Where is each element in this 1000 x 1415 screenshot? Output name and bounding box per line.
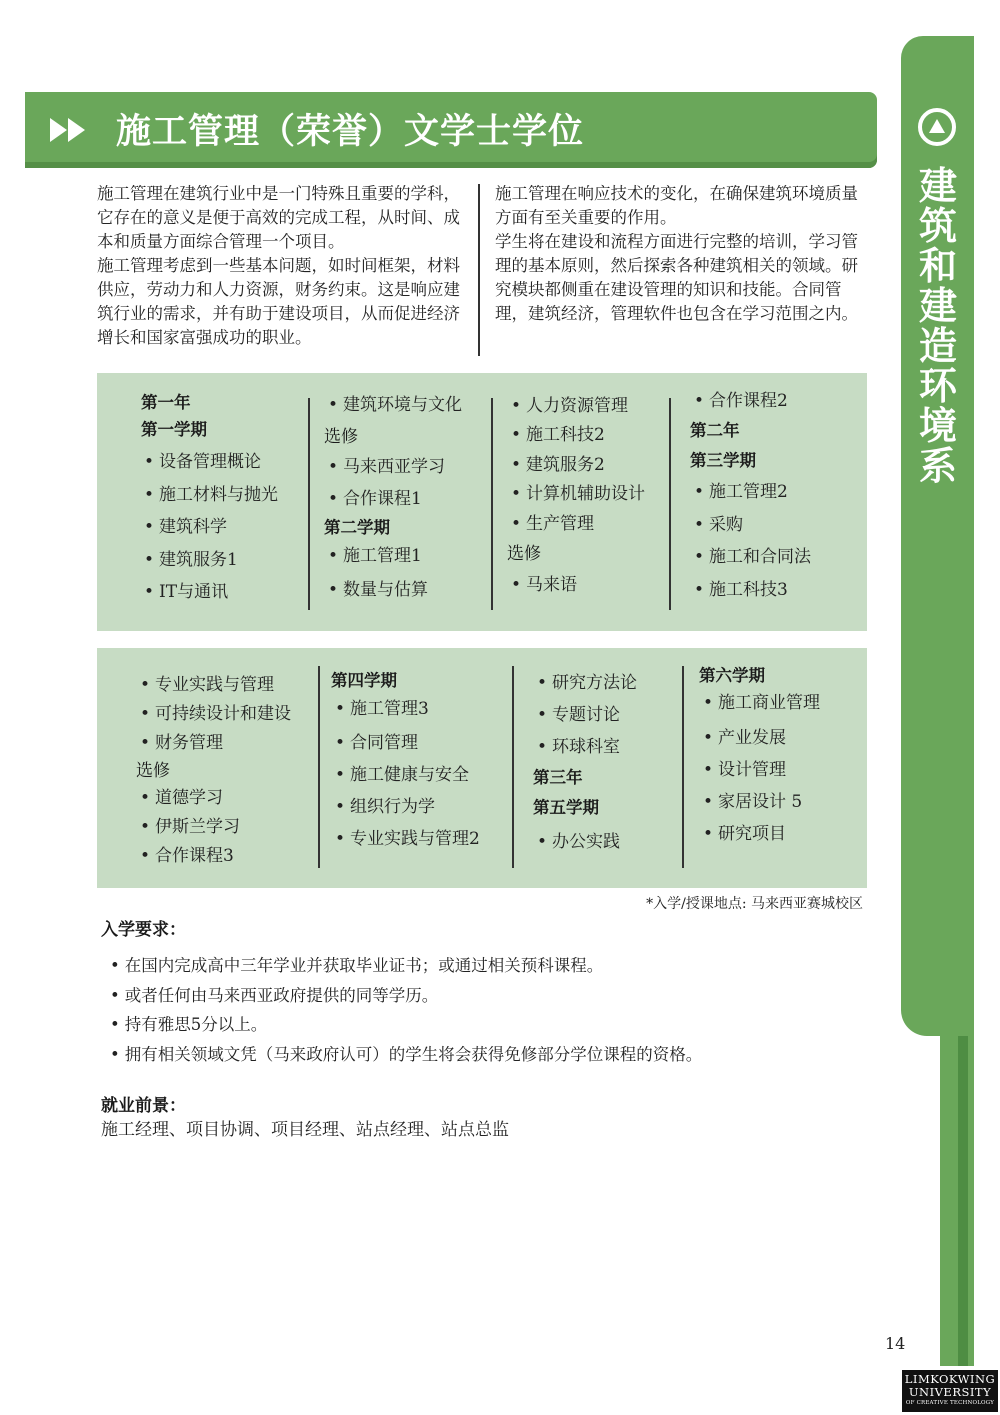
column-divider (308, 398, 310, 610)
year-heading: 第二年 (690, 421, 740, 440)
course-item: • 施工管理3 (335, 694, 480, 727)
course-item: • 可持续设计和建设 (140, 700, 291, 729)
curriculum-column (324, 391, 462, 606)
elective-label: 选修 (136, 761, 170, 781)
course-item: • 施工材料与抛光 (144, 479, 278, 511)
column-divider (512, 666, 514, 868)
double-arrow-icon (50, 118, 86, 142)
logo-line: OF CREATIVE TECHNOLOGY (905, 1400, 995, 1406)
university-logo (902, 1370, 998, 1412)
column-divider (318, 666, 320, 868)
up-triangle-circle-icon (918, 108, 956, 146)
course-item: • 专题讨论 (537, 699, 637, 731)
intro-paragraph: 施工管理在建筑行业中是一门特殊且重要的学科，它存在的意义是便于高效的完成工程，从时间、成本和质量方面综合管理一个项目。 (97, 184, 460, 251)
elective-label: 选修 (324, 427, 358, 447)
course-item: • 施工和合同法 (694, 541, 811, 574)
requirement-item: • 或者任何由马来西亚政府提供的同等学历。 (110, 981, 702, 1011)
year-heading: 第三年 (533, 768, 583, 787)
curriculum-column (699, 662, 820, 850)
page-title: 施工管理（荣誉）文学士学位 (116, 112, 585, 152)
course-item: • 环球科室 (537, 731, 637, 763)
requirements-heading: 入学要求： (101, 920, 186, 940)
course-item: • IT与通讯 (144, 576, 278, 609)
course-item: • 施工健康与安全 (335, 759, 480, 791)
curriculum-column (331, 667, 480, 855)
campus-note: *入学/授课地点: 马来西亚赛城校区 (646, 896, 863, 912)
course-item: • 家居设计 5 (703, 786, 820, 818)
course-item: • 研究方法论 (537, 667, 637, 699)
course-item: • 施工管理2 (694, 476, 811, 509)
course-item: • 建筑服务1 (144, 544, 278, 576)
intro-left (97, 182, 472, 350)
course-item: • 施工商业管理 (703, 690, 820, 722)
course-item: • 建筑科学 (144, 511, 278, 544)
requirement-item: • 在国内完成高中三年学业并获取毕业证书；或通过相关预科课程。 (110, 951, 702, 981)
course-item: • 财务管理 (140, 729, 291, 758)
course-item: • 专业实践与管理2 (335, 823, 480, 855)
course-item: • 组织行为学 (335, 791, 480, 823)
requirement-item: • 持有雅思5分以上。 (110, 1010, 702, 1040)
intro-paragraph: 学生将在建设和流程方面进行完整的培训，学习管理的基本原则，然后探索各种建筑相关的领域。研究模块都侧重在建设管理的知识和技能。合同管理，建筑经济，管理软件也包含在学习范围之内。 (495, 232, 858, 323)
semester-heading: 第一学期 (141, 420, 207, 439)
course-item: • 研究项目 (703, 818, 820, 850)
intro-right (495, 182, 865, 326)
column-divider (491, 398, 493, 610)
intro-divider (478, 184, 480, 356)
course-item: • 施工科技2 (511, 421, 645, 450)
intro-paragraph: 施工管理考虑到一些基本问题，如时间框架，材料供应，劳动力和人力资源，财务约束。这是响应建筑行业的需求，并有助于建设项目，从而促进经济增长和国家富强成功的职业。 (97, 256, 460, 347)
career-heading: 就业前景： (101, 1096, 186, 1116)
course-item: • 伊斯兰学习 (140, 813, 291, 842)
course-item: • 计算机辅助设计 (511, 480, 645, 509)
course-item: • 专业实践与管理 (140, 671, 291, 700)
semester-heading: 第三学期 (690, 451, 756, 470)
course-item: • 产业发展 (703, 722, 820, 754)
elective-label: 选修 (507, 544, 541, 564)
course-item: • 采购 (694, 509, 811, 541)
course-item: • 人力资源管理 (511, 391, 645, 421)
semester-heading: 第二学期 (324, 518, 390, 537)
intro-paragraph: 施工管理在响应技术的变化，在确保建筑环境质量方面有至关重要的作用。 (495, 184, 858, 227)
course-item: • 道德学习 (140, 784, 291, 813)
course-item: • 合同管理 (335, 727, 480, 759)
column-divider (669, 398, 671, 610)
semester-heading: 第四学期 (331, 671, 397, 690)
course-item: • 合作课程2 (694, 386, 811, 416)
course-item: • 施工科技3 (694, 574, 811, 606)
logo-line: UNIVERSITY (908, 1385, 992, 1399)
curriculum-column (533, 667, 637, 861)
course-item: • 办公实践 (537, 823, 637, 861)
course-item: • 施工管理1 (328, 541, 462, 574)
course-item: • 设计管理 (703, 754, 820, 786)
course-item: • 建筑服务2 (511, 450, 645, 480)
semester-heading: 第五学期 (533, 798, 599, 817)
department-title: 建筑和建造环境系 (918, 164, 957, 488)
curriculum-column (507, 391, 645, 600)
column-divider (682, 666, 684, 868)
course-item: • 设备管理概论 (144, 446, 278, 479)
course-item: • 合作课程3 (140, 842, 291, 871)
course-item: • 马来西亚学习 (328, 451, 462, 483)
course-item: • 建筑环境与文化 (328, 391, 462, 421)
year-heading: 第一年 (141, 393, 191, 412)
side-strip-inner (958, 1036, 968, 1366)
logo-line: LIMKOKWING (904, 1372, 996, 1386)
course-item: • 数量与估算 (328, 574, 462, 606)
requirements-list (110, 951, 702, 1069)
requirement-item: • 拥有相关领域文凭（马来政府认可）的学生将会获得免修部分学位课程的资格。 (110, 1040, 702, 1070)
course-item: • 生产管理 (511, 509, 645, 539)
page-number: 14 (885, 1334, 906, 1353)
curriculum-column (136, 671, 291, 871)
semester-heading: 第六学期 (699, 666, 765, 685)
curriculum-column (690, 386, 811, 606)
career-text: 施工经理、项目协调、项目经理、站点经理、站点总监 (101, 1120, 509, 1140)
course-item: • 合作课程1 (328, 483, 462, 515)
course-item: • 马来语 (511, 570, 645, 600)
curriculum-column (141, 390, 278, 609)
